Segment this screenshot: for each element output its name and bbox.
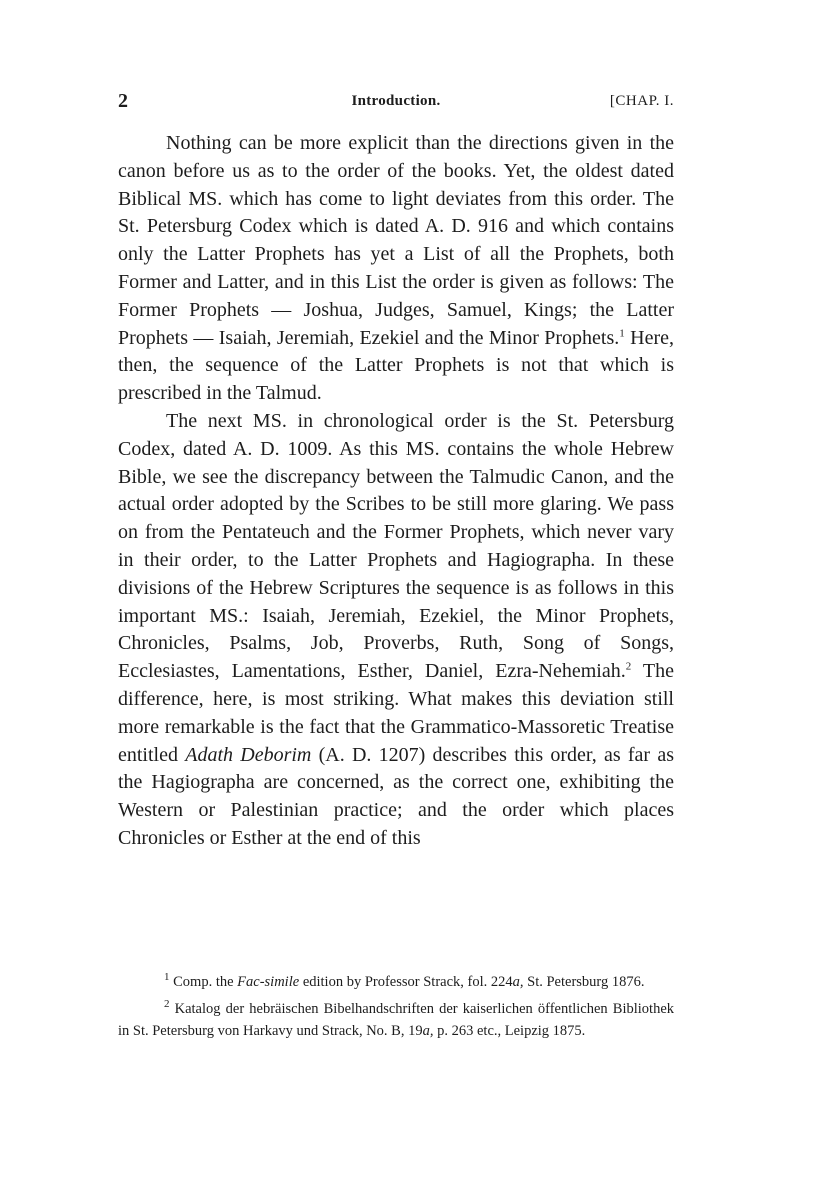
footnote-1-text-c: St. Petersburg 1876. xyxy=(523,974,645,990)
footnote-reference-1: 1 xyxy=(619,326,625,339)
running-head xyxy=(118,90,674,114)
paragraph-2-text-b: The difference, here, is most striking. What makes this deviation still more remarkable is the fact that the Grammatico-Massoretic Treatise entitled xyxy=(118,660,675,766)
footnote-1-italic: Fac-simile xyxy=(237,974,300,990)
footnote-1-text-a: Comp. the xyxy=(169,974,238,990)
footnote-1-text-b: edition by Professor Strack, fol. 224 xyxy=(299,974,513,990)
paragraph-2-text-c: (A. D. 1207) describes this order, as far as the Hagiographa are concerned, as the correct one, exhibiting the Western or Palestinian practice; and the order which places Chronicles or Esther at the end of this xyxy=(118,743,674,849)
footnote-2 xyxy=(118,998,674,1042)
paragraph-1-text-b: Here, then, the sequence of the Latter Prophets is not that which is prescribed in the Talmud. xyxy=(118,326,675,405)
footnote-1-mark: 1 xyxy=(164,971,170,984)
chapter-marker: [CHAP. I. xyxy=(609,93,674,109)
footnote-1-italic-2: a, xyxy=(512,974,524,990)
page-number: 2 xyxy=(118,90,128,112)
main-text xyxy=(118,130,674,853)
paragraph-1-text-a: Nothing can be more explicit than the directions given in the canon before us as to the order of the books. Yet, the oldest dated Biblical MS. which has come to light deviates from this order. The St. Petersburg Codex which is dated A. D. 916 and which contains only the Latter Prophets has yet a List of all the Prophets, both Former and Latter, and in this List the order is given as follows: The Former Prophets — Joshua, Judges, Samuel, Kings; the Latter Prophets — Isaiah, Jeremiah, Ezekiel and the Minor Prophets. xyxy=(118,132,674,349)
treatise-title: Adath Deborim xyxy=(185,743,312,766)
footnote-2-text-b: p. 263 etc., Leipzig 1875. xyxy=(433,1023,586,1039)
paragraph-2-text-a: The next MS. in chronological order is the St. Petersburg Codex, dated A. D. 1009. As this MS. contains the whole Hebrew Bible, we see the discrepancy between the Talmudic Canon, and the actual order adopted by the Scribes to be still more glaring. We pass on from the Pentateuch and the Former Prophets, which never vary in their order, to the Latter Prophets and Hagiographa. In these divisions of the Hebrew Scriptures the sequence is as follows in this important MS.: Isaiah, Jeremiah, Ezekiel, the Minor Prophets, Chronicles, Psalms, Job, Proverbs, Ruth, Song of Songs, Ecclesiastes, Lamentations, Esther, Daniel, Ezra-Nehemiah. xyxy=(118,409,674,683)
paragraph-2 xyxy=(118,408,674,853)
footnote-2-text-a: Katalog der hebräischen Bibelhandschriften der kaiserlichen öffentlichen Bibliothek in St. Petersburg von Harkavy und Strack, No. B, 19 xyxy=(118,1001,674,1039)
paragraph-1 xyxy=(118,130,674,408)
footnote-2-italic: a, xyxy=(422,1023,434,1039)
footnote-reference-2: 2 xyxy=(625,660,632,673)
running-title: Introduction. xyxy=(351,93,441,109)
footnotes xyxy=(118,971,674,1047)
footnote-2-mark: 2 xyxy=(164,998,170,1011)
footnote-1 xyxy=(118,971,674,993)
